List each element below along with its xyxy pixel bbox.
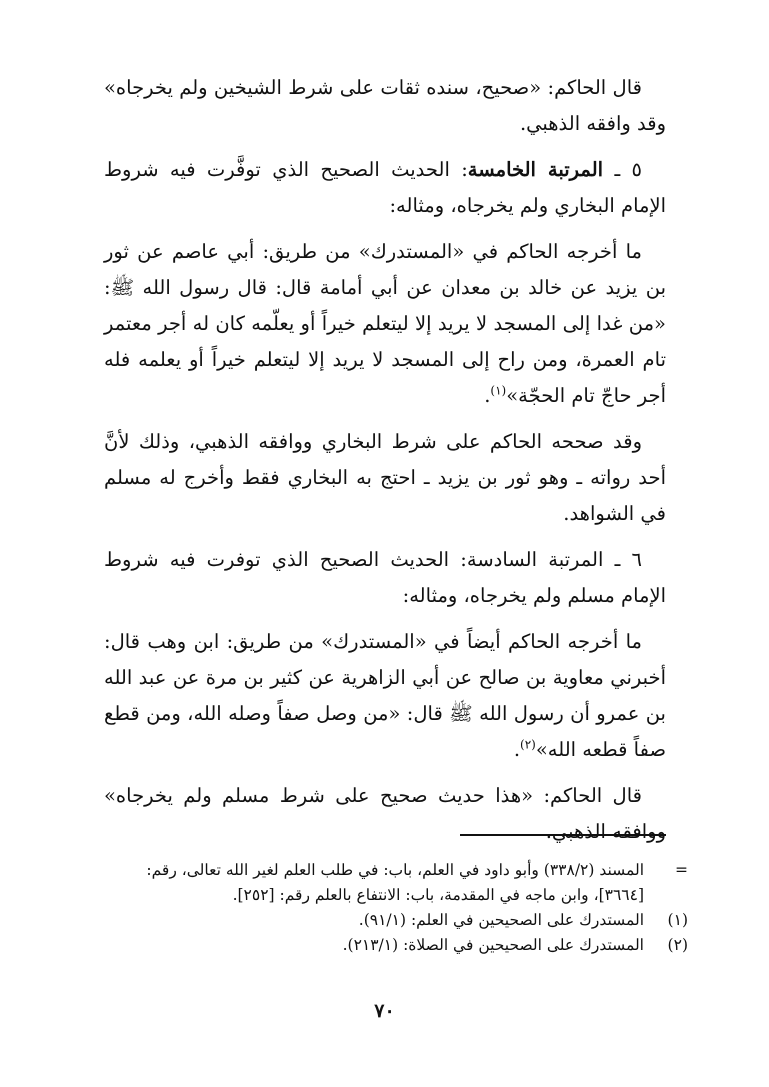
paragraph-7 (104, 778, 666, 850)
footnotes (104, 858, 688, 958)
footnote-continuation-mark: = (675, 861, 688, 879)
footnote-divider (460, 834, 666, 836)
paragraph-5 (104, 542, 666, 614)
footnote-1-mark: (١) (667, 911, 688, 929)
paragraph-6-tail: . (513, 738, 521, 761)
paragraph-5-text: ٦ ـ المرتبة السادسة: الحديث الصحيح الذي توفرت فيه شروط الإمام مسلم ولم يخرجاه، ومثاله: (104, 548, 666, 607)
footnote-1 (104, 908, 688, 933)
footnote-continuation (104, 858, 688, 908)
paragraph-2 (104, 152, 666, 224)
footnote-2 (104, 933, 688, 958)
footnote-2-mark: (٢) (667, 936, 688, 954)
paragraph-6-text: ما أخرجه الحاكم أيضاً في «المستدرك» من طريق: ابن وهب قال: أخبرني معاوية بن صالح عن أبي الزاهرية عن كثير بن مرة عن عبد الله بن عمرو أن رسول الله ﷺ قال: «من وصل صفاً وصله الله، ومن قطع صفاً قطعه الله» (104, 630, 666, 761)
rank-heading: المرتبة الخامسة (467, 158, 604, 181)
paragraph-3-tail: . (484, 384, 491, 407)
paragraph-2-text: : الحديث الصحيح الذي توفَّرت فيه شروط الإمام البخاري ولم يخرجاه، ومثاله: (104, 158, 666, 217)
footnote-1-text: المستدرك على الصحيحين في العلم: (٩١/١). (358, 911, 644, 929)
footnote-continuation-text: المسند (٣٣٨/٢) وأبو داود في العلم، باب: في طلب العلم لغير الله تعالى، رقم: [٣٦٦٤]، وابن ماجه في المقدمة، باب: الانتفاع بالعلم رقم: [٢٥٢]. (146, 861, 644, 904)
paragraph-1-text: قال الحاكم: «صحيح، سنده ثقات على شرط الشيخين ولم يخرجاه» وقد وافقه الذهبي. (104, 76, 666, 135)
paragraph-3 (104, 234, 666, 414)
paragraph-4-text: وقد صححه الحاكم على شرط البخاري ووافقه الذهبي، وذلك لأنَّ أحد رواته ـ وهو ثور بن يزيد ـ احتج به البخاري فقط وأخرج له مسلم في الشواهد. (104, 430, 666, 525)
paragraph-7-text: قال الحاكم: «هذا حديث صحيح على شرط مسلم ولم يخرجاه» ووافقه الذهبي. (104, 784, 666, 843)
footnote-ref-2[interactable]: (٢) (520, 737, 536, 752)
main-text (104, 70, 666, 860)
footnote-2-text: المستدرك على الصحيحين في الصلاة: (٢١٣/١). (342, 936, 644, 954)
paragraph-4 (104, 424, 666, 532)
paragraph-1 (104, 70, 666, 142)
paragraph-6 (104, 624, 666, 768)
page-number: ٧٠ (374, 1000, 395, 1022)
footnote-ref-1[interactable]: (١) (490, 383, 507, 398)
rank-number: ٥ ـ (614, 158, 642, 181)
paragraph-3-text: ما أخرجه الحاكم في «المستدرك» من طريق: أبي عاصم عن ثور بن يزيد عن خالد بن معدان عن أبي أمامة قال: قال رسول الله ﷺ: «من غدا إلى المسجد لا يريد إلا ليتعلم خيراً أو يعلّمه كان له أجر معتمر تام العمرة، ومن راح إلى المسجد لا يريد إلا ليتعلم خيراً أو يعلمه فله أجر حاجّ تام الحجّة» (104, 240, 666, 407)
